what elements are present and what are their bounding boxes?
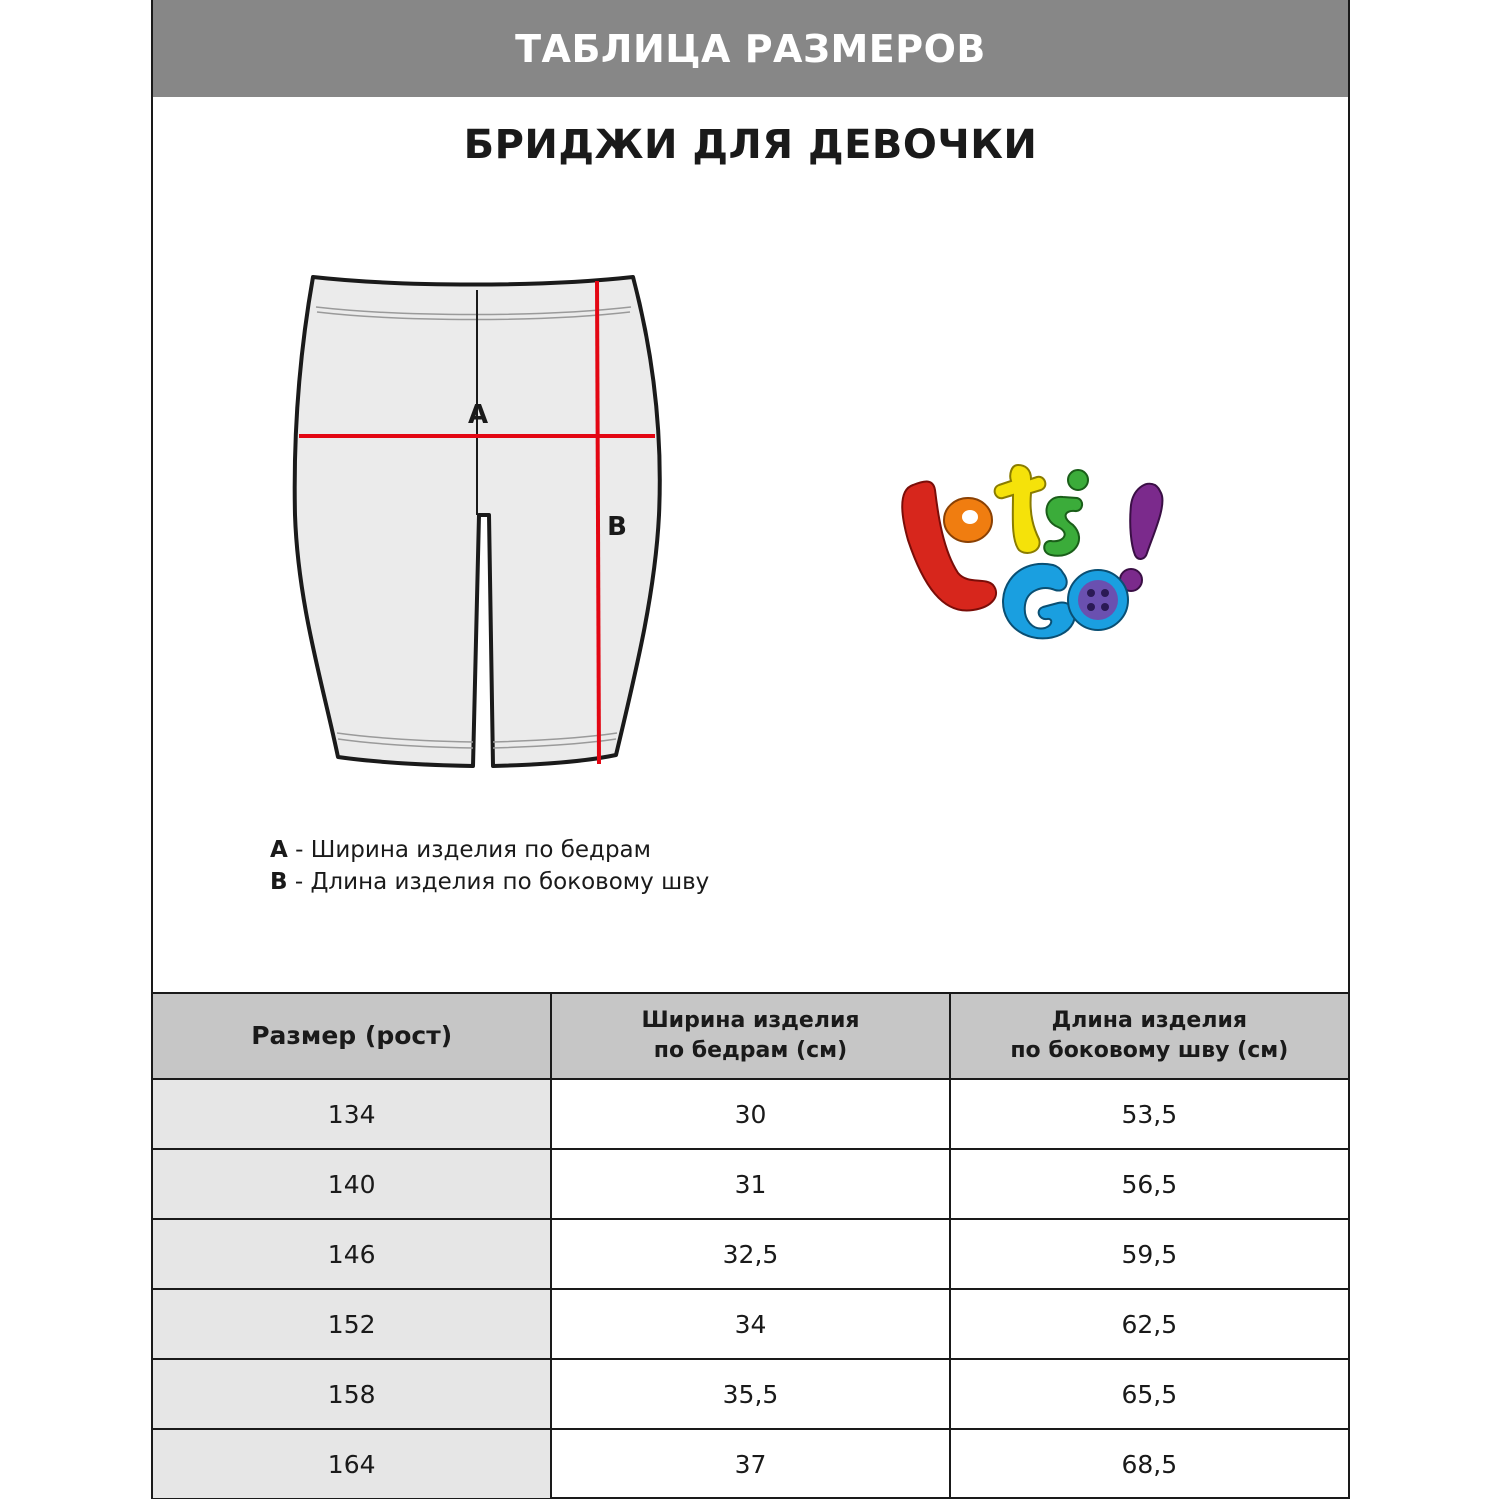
cell-hip-width: 37 [551, 1429, 949, 1498]
col-header-side-length: Длина изделия по боковому шву (см) [950, 993, 1348, 1079]
logo-letter-t [995, 465, 1046, 553]
cell-size: 152 [153, 1289, 551, 1359]
table-row [153, 1219, 1348, 1289]
measure-label-a: A [467, 400, 489, 430]
page-header [153, 0, 1348, 97]
cell-hip-width: 32,5 [551, 1219, 949, 1289]
col-header-hip-width: Ширина изделия по бедрам (см) [551, 993, 949, 1079]
size-table [153, 992, 1348, 1498]
table-row [153, 1289, 1348, 1359]
shorts-diagram [283, 265, 683, 785]
table-row [153, 1079, 1348, 1149]
legend-item-b: B - Длина изделия по боковому шву [270, 869, 710, 895]
cell-side-length: 53,5 [950, 1079, 1348, 1149]
side-length-line [597, 281, 599, 764]
measure-label-b: B [607, 512, 627, 542]
table-row [153, 1359, 1348, 1429]
cell-size: 134 [153, 1079, 551, 1149]
logo-letter-l [902, 481, 996, 610]
cell-size: 164 [153, 1429, 551, 1498]
cell-size: 158 [153, 1359, 551, 1429]
page-title: ТАБЛИЦА РАЗМЕРОВ [515, 26, 986, 71]
measurement-legend [270, 834, 709, 898]
col-header-size: Размер (рост) [153, 993, 551, 1079]
logo-exclamation [1130, 484, 1162, 559]
table-row [153, 1149, 1348, 1219]
table-row [153, 1429, 1348, 1498]
cell-hip-width: 34 [551, 1289, 949, 1359]
cell-side-length: 59,5 [950, 1219, 1348, 1289]
cell-size: 146 [153, 1219, 551, 1289]
logo-letter-s [1044, 497, 1082, 556]
logo-letter-g [1003, 564, 1075, 638]
size-chart-frame [151, 0, 1350, 1499]
product-title: БРИДЖИ ДЛЯ ДЕВОЧКИ [463, 122, 1038, 168]
cell-size: 140 [153, 1149, 551, 1219]
cell-side-length: 65,5 [950, 1359, 1348, 1429]
cell-hip-width: 31 [551, 1149, 949, 1219]
cell-hip-width: 30 [551, 1079, 949, 1149]
table-header-row [153, 993, 1348, 1079]
lets-go-logo [893, 445, 1203, 655]
cell-hip-width: 35,5 [551, 1359, 949, 1429]
cell-side-length: 56,5 [950, 1149, 1348, 1219]
cell-side-length: 68,5 [950, 1429, 1348, 1498]
legend-item-a: A - Ширина изделия по бедрам [270, 837, 651, 863]
cell-side-length: 62,5 [950, 1289, 1348, 1359]
